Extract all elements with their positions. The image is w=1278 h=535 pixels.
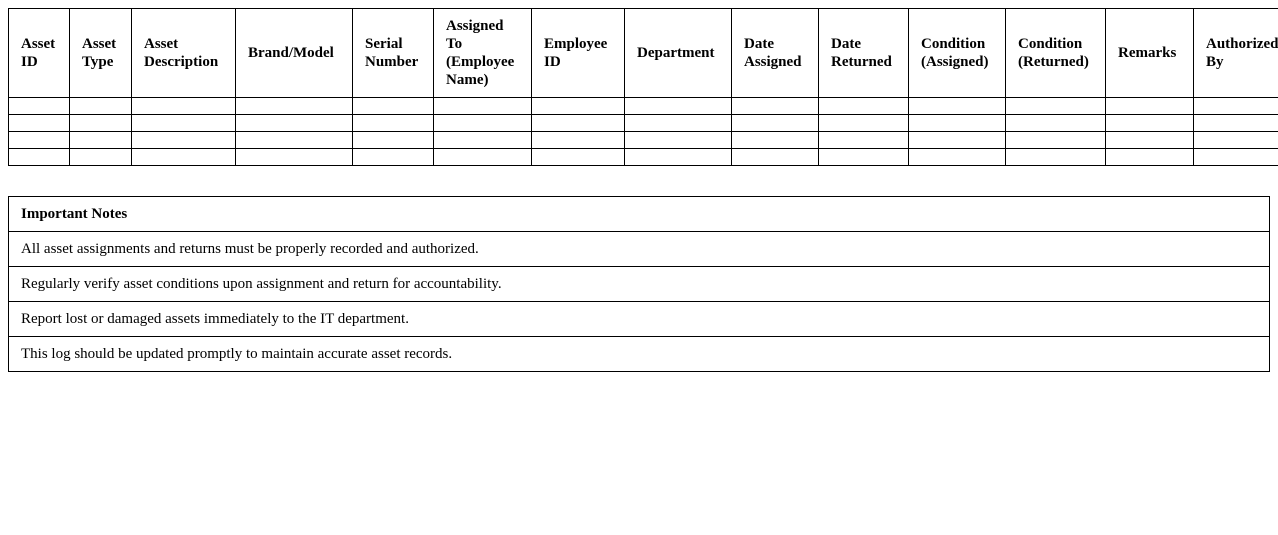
- table-cell[interactable]: [132, 149, 236, 166]
- note-row: [9, 267, 1270, 302]
- table-cell[interactable]: [9, 149, 70, 166]
- table-cell[interactable]: [909, 132, 1006, 149]
- important-notes-table: [8, 196, 1270, 372]
- note-item: All asset assignments and returns must be properly recorded and authorized.: [9, 232, 1270, 267]
- table-cell[interactable]: [1194, 98, 1278, 115]
- table-cell[interactable]: [909, 115, 1006, 132]
- table-cell[interactable]: [132, 115, 236, 132]
- table-cell[interactable]: [236, 132, 353, 149]
- note-item: Report lost or damaged assets immediately to the IT department.: [9, 302, 1270, 337]
- table-cell[interactable]: [1106, 98, 1194, 115]
- table-cell[interactable]: [819, 149, 909, 166]
- asset-log-table: [8, 8, 1278, 166]
- table-cell[interactable]: [909, 149, 1006, 166]
- table-cell[interactable]: [1194, 115, 1278, 132]
- table-cell[interactable]: [70, 115, 132, 132]
- table-row: [9, 149, 1278, 166]
- column-header-asset-type: Asset Type: [70, 9, 132, 98]
- table-cell[interactable]: [236, 115, 353, 132]
- table-cell[interactable]: [9, 132, 70, 149]
- important-notes-container: [8, 196, 1270, 372]
- asset-log-body: [9, 98, 1278, 166]
- table-cell[interactable]: [434, 115, 532, 132]
- table-cell[interactable]: [1194, 132, 1278, 149]
- table-cell[interactable]: [819, 132, 909, 149]
- table-cell[interactable]: [353, 115, 434, 132]
- table-cell[interactable]: [625, 115, 732, 132]
- table-cell[interactable]: [9, 98, 70, 115]
- note-row: [9, 232, 1270, 267]
- column-header-authorized-by: Authorized By: [1194, 9, 1278, 98]
- column-header-asset-description: Asset Description: [132, 9, 236, 98]
- column-header-remarks: Remarks: [1106, 9, 1194, 98]
- note-row: [9, 302, 1270, 337]
- column-header-date-returned: Date Returned: [819, 9, 909, 98]
- table-cell[interactable]: [236, 149, 353, 166]
- column-header-condition-assigned: Condition (Assigned): [909, 9, 1006, 98]
- table-cell[interactable]: [1006, 149, 1106, 166]
- table-cell[interactable]: [732, 98, 819, 115]
- table-header-row: [9, 9, 1278, 98]
- table-cell[interactable]: [1006, 132, 1106, 149]
- table-cell[interactable]: [625, 132, 732, 149]
- note-item: Regularly verify asset conditions upon assignment and return for accountability.: [9, 267, 1270, 302]
- table-cell[interactable]: [434, 132, 532, 149]
- table-row: [9, 115, 1278, 132]
- table-cell[interactable]: [353, 98, 434, 115]
- table-cell[interactable]: [732, 132, 819, 149]
- table-cell[interactable]: [1106, 149, 1194, 166]
- table-cell[interactable]: [819, 98, 909, 115]
- table-cell[interactable]: [532, 115, 625, 132]
- table-row: [9, 132, 1278, 149]
- notes-heading: Important Notes: [9, 197, 1270, 232]
- table-cell[interactable]: [434, 149, 532, 166]
- table-cell[interactable]: [909, 98, 1006, 115]
- table-cell[interactable]: [353, 149, 434, 166]
- table-cell[interactable]: [1106, 132, 1194, 149]
- table-cell[interactable]: [1194, 149, 1278, 166]
- table-cell[interactable]: [132, 132, 236, 149]
- note-item: This log should be updated promptly to maintain accurate asset records.: [9, 337, 1270, 372]
- notes-heading-row: [9, 197, 1270, 232]
- table-cell[interactable]: [434, 98, 532, 115]
- table-cell[interactable]: [532, 149, 625, 166]
- column-header-department: Department: [625, 9, 732, 98]
- table-cell[interactable]: [1006, 115, 1106, 132]
- column-header-asset-id: Asset ID: [9, 9, 70, 98]
- column-header-employee-id: Employee ID: [532, 9, 625, 98]
- table-row: [9, 98, 1278, 115]
- note-row: [9, 337, 1270, 372]
- table-cell[interactable]: [625, 149, 732, 166]
- column-header-condition-returned: Condition (Returned): [1006, 9, 1106, 98]
- table-cell[interactable]: [732, 149, 819, 166]
- table-cell[interactable]: [625, 98, 732, 115]
- asset-log-table-container: [8, 8, 1278, 166]
- column-header-brand-model: Brand/Model: [236, 9, 353, 98]
- table-cell[interactable]: [1106, 115, 1194, 132]
- column-header-serial-number: Serial Number: [353, 9, 434, 98]
- table-cell[interactable]: [132, 98, 236, 115]
- table-cell[interactable]: [70, 132, 132, 149]
- table-cell[interactable]: [70, 149, 132, 166]
- table-cell[interactable]: [732, 115, 819, 132]
- table-cell[interactable]: [1006, 98, 1106, 115]
- column-header-assigned-to: Assigned To (Employee Name): [434, 9, 532, 98]
- column-header-date-assigned: Date Assigned: [732, 9, 819, 98]
- table-cell[interactable]: [236, 98, 353, 115]
- table-cell[interactable]: [532, 132, 625, 149]
- table-cell[interactable]: [9, 115, 70, 132]
- table-cell[interactable]: [819, 115, 909, 132]
- table-cell[interactable]: [353, 132, 434, 149]
- table-cell[interactable]: [70, 98, 132, 115]
- table-cell[interactable]: [532, 98, 625, 115]
